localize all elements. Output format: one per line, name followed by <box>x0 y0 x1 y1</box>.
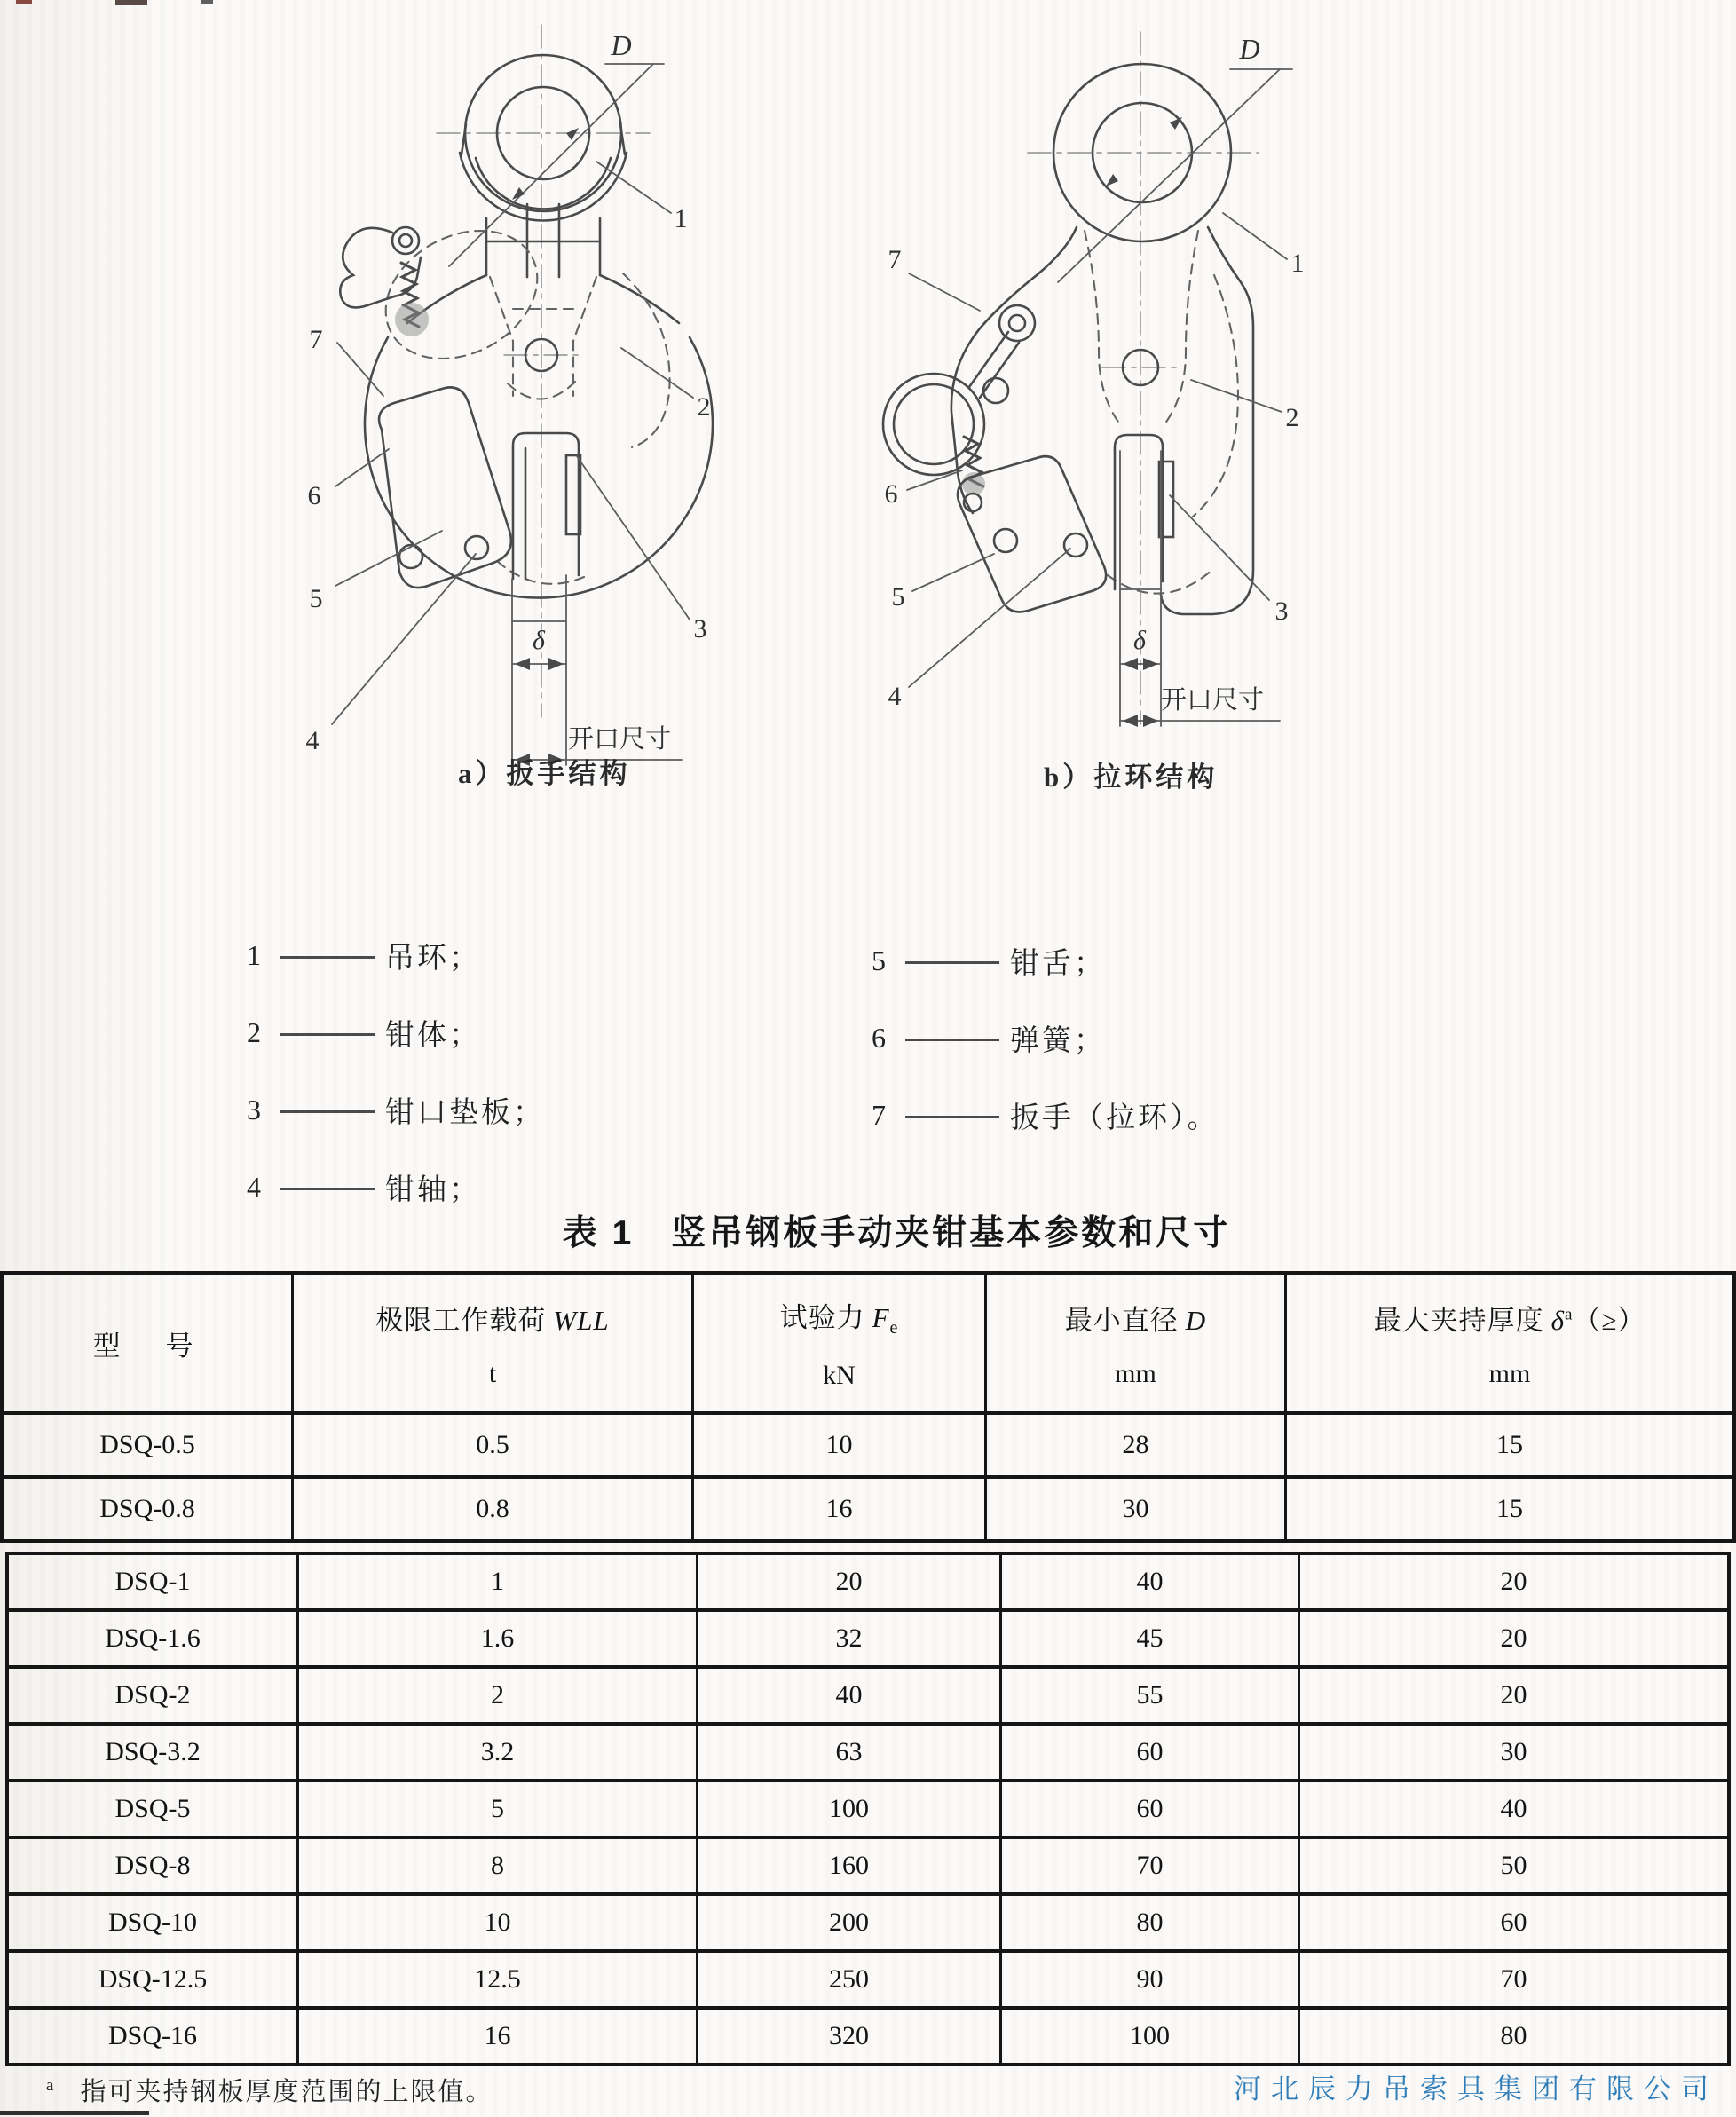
clamp-body-outline <box>951 227 1253 614</box>
value-cell: 45 <box>999 1612 1298 1665</box>
legend-item <box>872 1088 1219 1141</box>
legend-item <box>872 1011 1219 1064</box>
value-cell: 70 <box>1298 1953 1727 2006</box>
callout-label: 2 <box>1285 403 1299 432</box>
legend-label: 钳轴； <box>385 1173 481 1206</box>
shackle-stem <box>407 204 679 323</box>
header-cell-test-force: 试验力 $F_e$ kN <box>691 1275 984 1411</box>
value-cell: 0.8 <box>291 1479 691 1539</box>
value-cell: 30 <box>1298 1726 1727 1779</box>
table-row <box>9 1555 1727 1608</box>
diagram-a <box>306 25 713 766</box>
value-cell: 20 <box>1298 1669 1727 1722</box>
hoist-ring-outline <box>460 55 627 221</box>
value-cell: 0.5 <box>291 1415 691 1475</box>
legend-dash <box>280 1110 375 1113</box>
value-cell: 90 <box>999 1953 1298 2006</box>
value-cell: 40 <box>999 1555 1298 1608</box>
callout-label: 2 <box>697 392 711 422</box>
callout-label: 5 <box>309 584 323 613</box>
table-segment-2 <box>5 1552 1731 2066</box>
value-cell: 2 <box>296 1669 696 1722</box>
header-cell-wll: 极限工作载荷 WLL t <box>291 1275 691 1411</box>
legend-item <box>872 934 1219 987</box>
value-cell: 20 <box>696 1555 999 1608</box>
legend-dash <box>905 1116 999 1118</box>
value-cell: 160 <box>696 1839 999 1892</box>
legend-dash <box>905 1039 999 1041</box>
legend-number: 3 <box>247 1093 261 1126</box>
value-cell: 30 <box>984 1479 1284 1539</box>
value-cell: 80 <box>999 1896 1298 1949</box>
model-cell: DSQ-1.6 <box>105 1623 201 1653</box>
header-cell-max-thickness: 最大夹持厚度 $\delta^a(\ge)$ mm <box>1284 1275 1732 1411</box>
table-row <box>9 1722 1727 1779</box>
callout-label: 5 <box>891 582 905 612</box>
legend-right-column <box>872 934 1219 1165</box>
value-cell: 40 <box>696 1669 999 1722</box>
legend-number: 4 <box>247 1170 261 1203</box>
value-cell: 100 <box>999 2010 1298 2063</box>
table-row <box>9 1779 1727 1836</box>
legend-left-column <box>247 928 545 1237</box>
table-header-row <box>4 1275 1732 1411</box>
jaw-pad <box>1115 435 1173 589</box>
model-cell: DSQ-8 <box>114 1851 191 1880</box>
legend-label: 吊环； <box>385 942 481 975</box>
callout-label: 3 <box>1274 596 1289 626</box>
diameter-label: D <box>1239 33 1260 65</box>
value-cell: 60 <box>999 1726 1298 1779</box>
value-cell: 28 <box>984 1415 1284 1475</box>
callout-label: 4 <box>888 682 902 711</box>
value-cell: 60 <box>1298 1896 1727 1949</box>
pull-ring <box>883 305 1035 475</box>
model-cell: DSQ-10 <box>107 1908 197 1937</box>
model-cell: DSQ-1 <box>114 1567 191 1596</box>
value-cell: 1.6 <box>296 1612 696 1665</box>
legend-number: 2 <box>247 1015 261 1048</box>
legend-item <box>247 1083 545 1136</box>
diameter-label: D <box>611 29 632 61</box>
legend-item <box>247 928 545 982</box>
figure-caption-a: a）扳手结构 <box>458 758 631 789</box>
header-cell-min-diameter: 最小直径 D mm <box>984 1275 1284 1411</box>
header-cell-model: 型 号 <box>92 1330 202 1362</box>
callout-label: 7 <box>888 245 902 274</box>
clamp-tongue <box>379 387 511 588</box>
value-cell: 80 <box>1298 2010 1727 2063</box>
callout-label: 1 <box>674 204 688 233</box>
callout-label: 6 <box>307 481 321 510</box>
legend-label: 弹簧； <box>1010 1024 1106 1057</box>
legend-dash <box>280 956 375 959</box>
value-cell: 70 <box>999 1839 1298 1892</box>
cut-off-border-line <box>0 2111 149 2115</box>
value-cell: 10 <box>691 1415 984 1475</box>
footnote-marker: a <box>46 2076 56 2096</box>
table-row <box>9 1949 1727 2006</box>
opening-dimension-label: 开口尺寸 <box>1160 686 1265 715</box>
value-cell: 60 <box>999 1782 1298 1836</box>
value-cell: 40 <box>1298 1782 1727 1836</box>
value-cell: 15 <box>1284 1415 1732 1475</box>
model-cell: DSQ-3.2 <box>105 1737 201 1766</box>
value-cell: 50 <box>1298 1839 1727 1892</box>
value-cell: 10 <box>296 1896 696 1949</box>
value-cell: 63 <box>696 1726 999 1779</box>
jaw-pad <box>513 433 580 579</box>
value-cell: 3.2 <box>296 1726 696 1779</box>
clamp-body-outline <box>364 205 713 597</box>
legend-dash <box>280 1033 375 1036</box>
table-row <box>9 1665 1727 1722</box>
dimension-lines <box>449 64 682 766</box>
callout-label: 4 <box>305 726 320 755</box>
model-cell: DSQ-0.5 <box>99 1430 195 1459</box>
value-cell: 15 <box>1284 1479 1732 1539</box>
delta-dimension-label: δ <box>533 626 545 655</box>
opening-dimension-label: 开口尺寸 <box>567 725 672 754</box>
dimension-lines <box>1058 69 1292 727</box>
figure-caption-b: b）拉环结构 <box>1044 762 1219 793</box>
legend-number: 1 <box>247 938 261 971</box>
value-cell: 8 <box>296 1839 696 1892</box>
value-cell: 5 <box>296 1782 696 1836</box>
spring <box>395 263 429 336</box>
legend-label: 扳手（拉环）。 <box>1010 1102 1219 1134</box>
table-row <box>4 1475 1732 1539</box>
value-cell: 16 <box>296 2010 696 2063</box>
value-cell: 16 <box>691 1479 984 1539</box>
company-watermark: 河北辰力吊索具集团有限公司 <box>1234 2074 1718 2105</box>
value-cell: 320 <box>696 2010 999 2063</box>
table-title: 表 1 竖吊钢板手动夹钳基本参数和尺寸 <box>562 1214 1231 1252</box>
value-cell: 1 <box>296 1555 696 1608</box>
model-cell: DSQ-12.5 <box>98 1964 208 1994</box>
table-row <box>9 2006 1727 2063</box>
model-cell: DSQ-16 <box>107 2021 197 2050</box>
value-cell: 12.5 <box>296 1953 696 2006</box>
delta-dimension-label: δ <box>1133 626 1146 655</box>
legend-number: 7 <box>872 1098 886 1131</box>
table-row <box>9 1892 1727 1949</box>
table-segment-1 <box>0 1271 1736 1543</box>
legend-dash <box>280 1188 375 1190</box>
callout-label: 7 <box>309 325 323 354</box>
model-cell: DSQ-5 <box>114 1794 191 1823</box>
table-row <box>9 1608 1727 1665</box>
legend-number: 5 <box>872 944 886 976</box>
legend-label: 钳口垫板； <box>385 1096 545 1129</box>
callout-label: 6 <box>884 479 898 509</box>
value-cell: 100 <box>696 1782 999 1836</box>
clamp-diagrams <box>0 0 1736 852</box>
callout-label: 1 <box>1290 249 1305 278</box>
table-row <box>9 1836 1727 1892</box>
legend-label: 钳体； <box>385 1019 481 1052</box>
value-cell: 20 <box>1298 1612 1727 1665</box>
model-cell: DSQ-2 <box>114 1680 191 1710</box>
model-cell: DSQ-0.8 <box>99 1494 195 1523</box>
value-cell: 55 <box>999 1669 1298 1722</box>
legend-dash <box>905 961 999 964</box>
legend-number: 6 <box>872 1021 886 1054</box>
center-lines <box>1028 32 1259 724</box>
legend-item <box>247 1006 545 1059</box>
value-cell: 200 <box>696 1896 999 1949</box>
legend-label: 钳舌； <box>1010 947 1106 980</box>
value-cell: 20 <box>1298 1555 1727 1608</box>
value-cell: 250 <box>696 1953 999 2006</box>
callout-label: 3 <box>693 614 707 644</box>
footnote-text: 指可夹持钢板厚度范围的上限值。 <box>80 2078 493 2106</box>
diagram-b <box>883 32 1305 727</box>
value-cell: 32 <box>696 1612 999 1665</box>
table-row <box>4 1411 1732 1475</box>
table-footnote <box>46 2072 493 2108</box>
